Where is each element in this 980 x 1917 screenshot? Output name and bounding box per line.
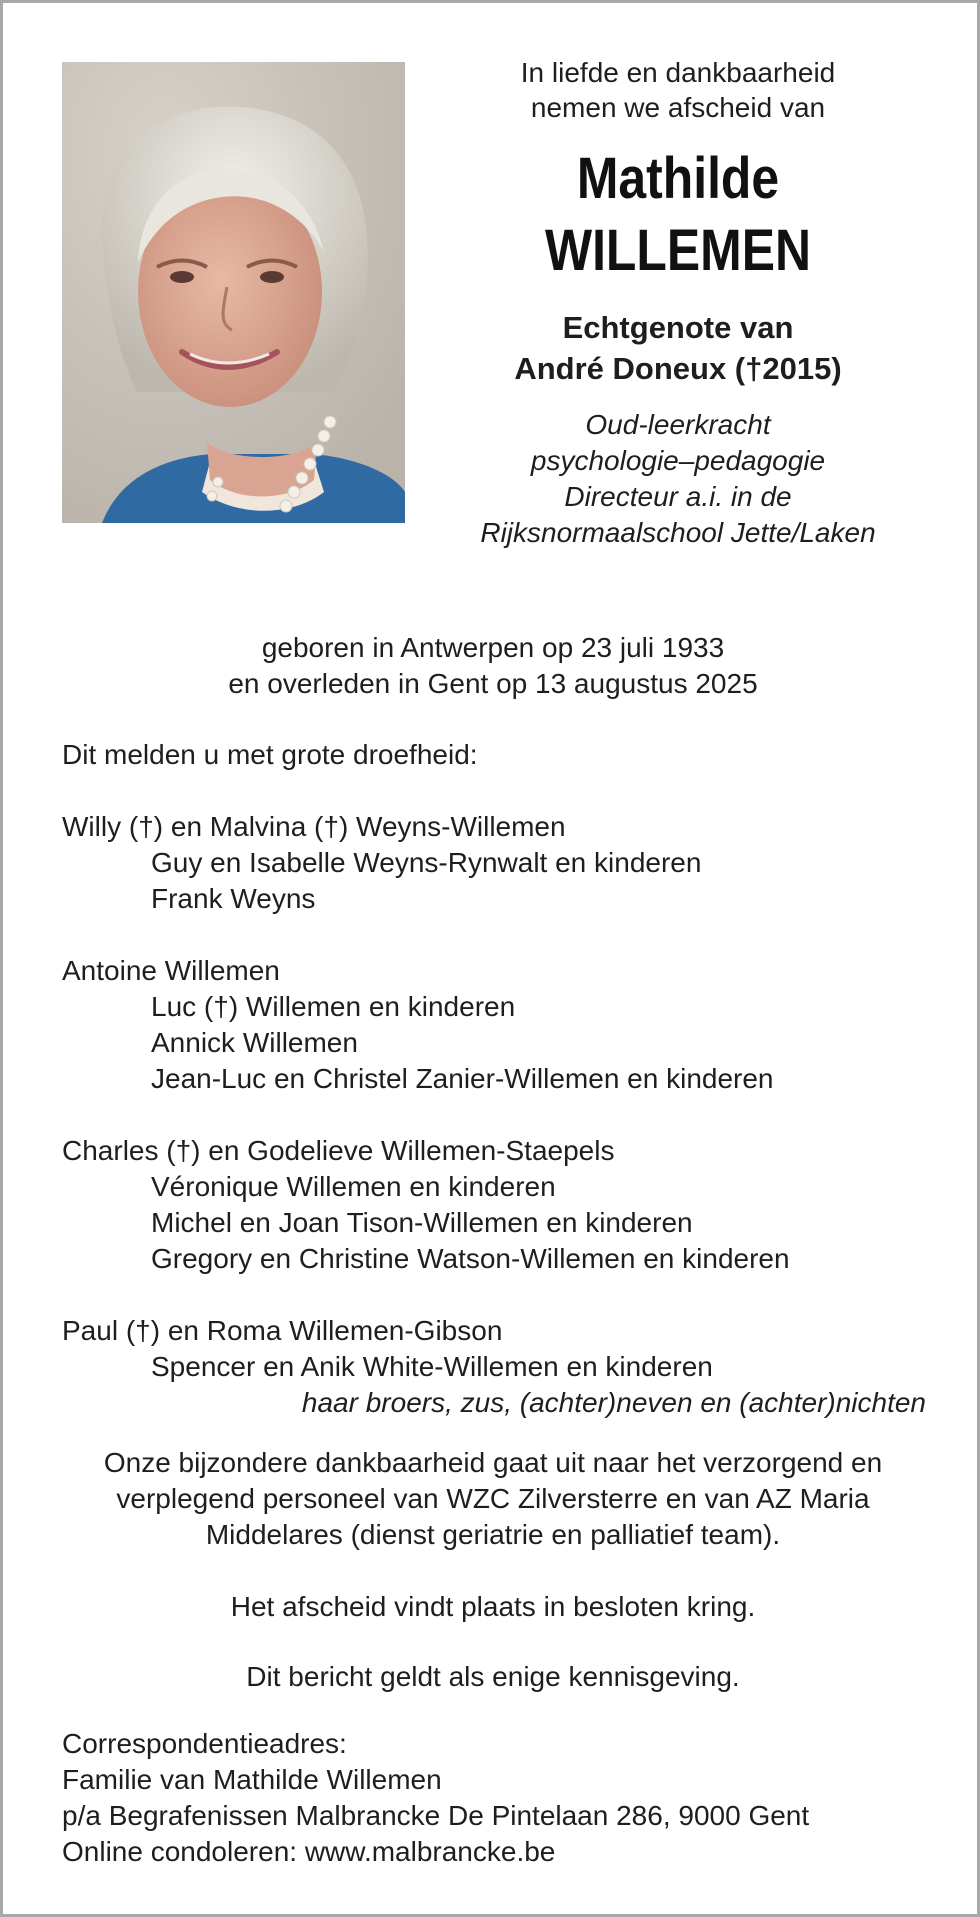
spouse-text [433, 307, 923, 389]
family-member: Frank Weyns [151, 883, 316, 914]
family-member: Jean-Luc en Christel Zanier-Willemen en kinderen [151, 1063, 774, 1094]
role-line: Directeur a.i. in de [564, 481, 792, 512]
portrait-photo [62, 62, 405, 523]
family-member: Gregory en Christine Watson-Willemen en kinderen [151, 1243, 790, 1274]
family-head: Charles (†) en Godelieve Willemen-Staepels [62, 1135, 615, 1166]
family-member: Annick Willemen [151, 1027, 358, 1058]
thanks-text [3, 1445, 980, 1553]
spouse-line: Echtgenote van [562, 310, 794, 345]
condolence-link[interactable]: Online condoleren: www.malbrancke.be [62, 1836, 556, 1867]
announce-line: Dit melden u met grote droefheid: [62, 739, 478, 770]
family-member: Spencer en Anik White-Willemen en kinderen [151, 1351, 713, 1382]
family-member: Guy en Isabelle Weyns-Rynwalt en kinderen [151, 847, 702, 878]
career-roles [433, 407, 923, 551]
family-group [62, 809, 942, 917]
family-announcement [62, 737, 942, 1421]
intro-line: In liefde en dankbaarheid [520, 57, 836, 88]
role-line: psychologie–pedagogie [530, 445, 826, 476]
family-group [62, 953, 942, 1097]
death-line: en overleden in Gent op 13 augustus 2025 [228, 668, 758, 699]
family-member: Véronique Willemen en kinderen [151, 1171, 556, 1202]
address-line: Familie van Mathilde Willemen [62, 1764, 442, 1795]
intro-line: nemen we afscheid van [530, 92, 826, 123]
first-name: Mathilde [576, 146, 780, 211]
farewell-text: Het afscheid vindt plaats in besloten kring. [230, 1591, 756, 1622]
notice-text: Dit bericht geldt als enige kennisgeving. [246, 1661, 740, 1692]
family-head: Willy (†) en Malvina (†) Weyns-Willemen [62, 811, 566, 842]
thanks-line: Middelares (dienst geriatrie en palliatief team). [205, 1519, 781, 1550]
birth-death-dates [3, 630, 980, 702]
portrait-image [62, 62, 405, 523]
family-group [62, 1313, 942, 1421]
closing-block [3, 1445, 980, 1695]
family-group [62, 1133, 942, 1277]
role-line: Oud-leerkracht [585, 409, 771, 440]
header-block [433, 55, 923, 551]
intro-text [433, 55, 923, 125]
role-line: Rijksnormaalschool Jette/Laken [480, 517, 876, 548]
family-member: Luc (†) Willemen en kinderen [151, 991, 516, 1022]
spouse-line: André Doneux (†2015) [514, 351, 842, 386]
extended-family-line: haar broers, zus, (achter)neven en (achter)nichten [301, 1387, 926, 1418]
address-label: Correspondentieadres: [62, 1728, 347, 1759]
address-line: p/a Begrafenissen Malbrancke De Pintelaan 286, 9000 Gent [62, 1800, 810, 1831]
correspondence-address [62, 1726, 942, 1870]
family-head: Antoine Willemen [62, 955, 280, 986]
thanks-line: verplegend personeel van WZC Zilversterre en van AZ Maria [116, 1483, 870, 1514]
family-head: Paul (†) en Roma Willemen-Gibson [62, 1315, 503, 1346]
birth-line: geboren in Antwerpen op 23 juli 1933 [261, 632, 725, 663]
deceased-name [467, 143, 888, 287]
family-member: Michel en Joan Tison-Willemen en kinderen [151, 1207, 693, 1238]
last-name: WILLEMEN [544, 218, 811, 283]
thanks-line: Onze bijzondere dankbaarheid gaat uit naar het verzorgend en [103, 1447, 883, 1478]
